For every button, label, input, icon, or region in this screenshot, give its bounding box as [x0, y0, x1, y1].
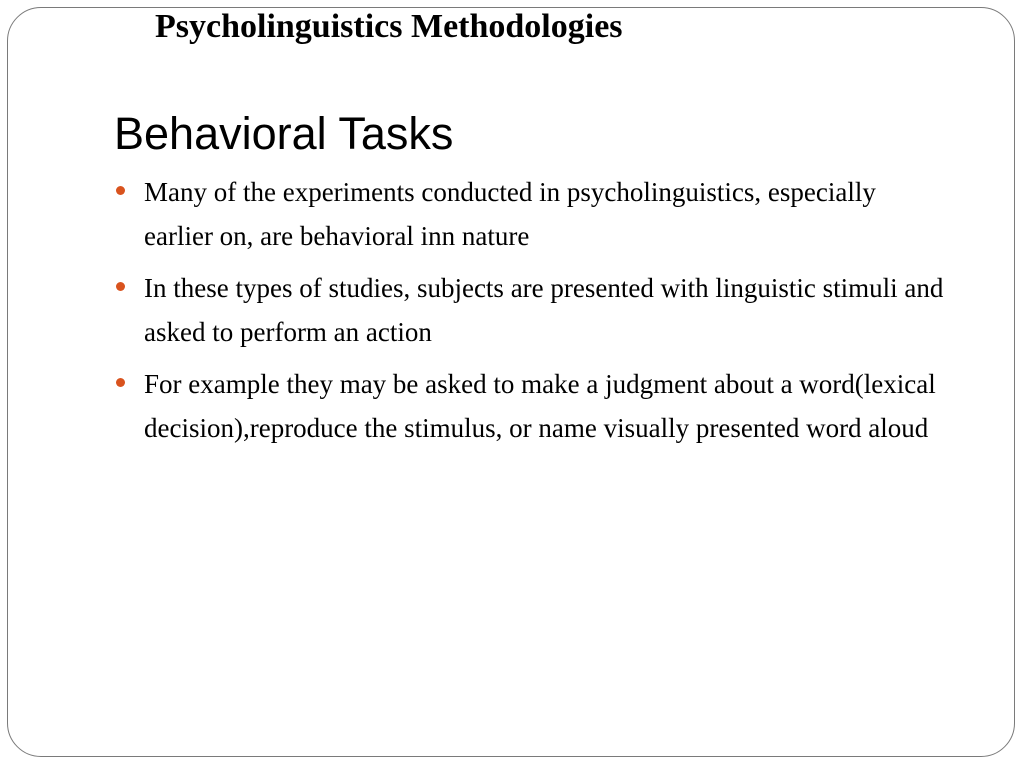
bullet-dot-icon — [116, 186, 125, 195]
bullet-item — [116, 362, 946, 450]
bullet-item — [116, 266, 946, 354]
bullet-dot-icon — [116, 378, 125, 387]
bullet-text: Many of the experiments conducted in psycholinguistics, especially earlier on, are behavioral inn nature — [144, 177, 876, 251]
slide-heading: Psycholinguistics Methodologies — [155, 8, 623, 45]
bullet-text: For example they may be asked to make a judgment about a word(lexical decision),reproduce the stimulus, or name visually presented word aloud — [144, 369, 936, 443]
bullet-dot-icon — [116, 282, 125, 291]
bullet-item — [116, 170, 946, 258]
slide-subtitle: Behavioral Tasks — [114, 108, 454, 159]
bullet-text: In these types of studies, subjects are presented with linguistic stimuli and asked to perform an action — [144, 273, 944, 347]
bullet-list — [116, 170, 946, 458]
